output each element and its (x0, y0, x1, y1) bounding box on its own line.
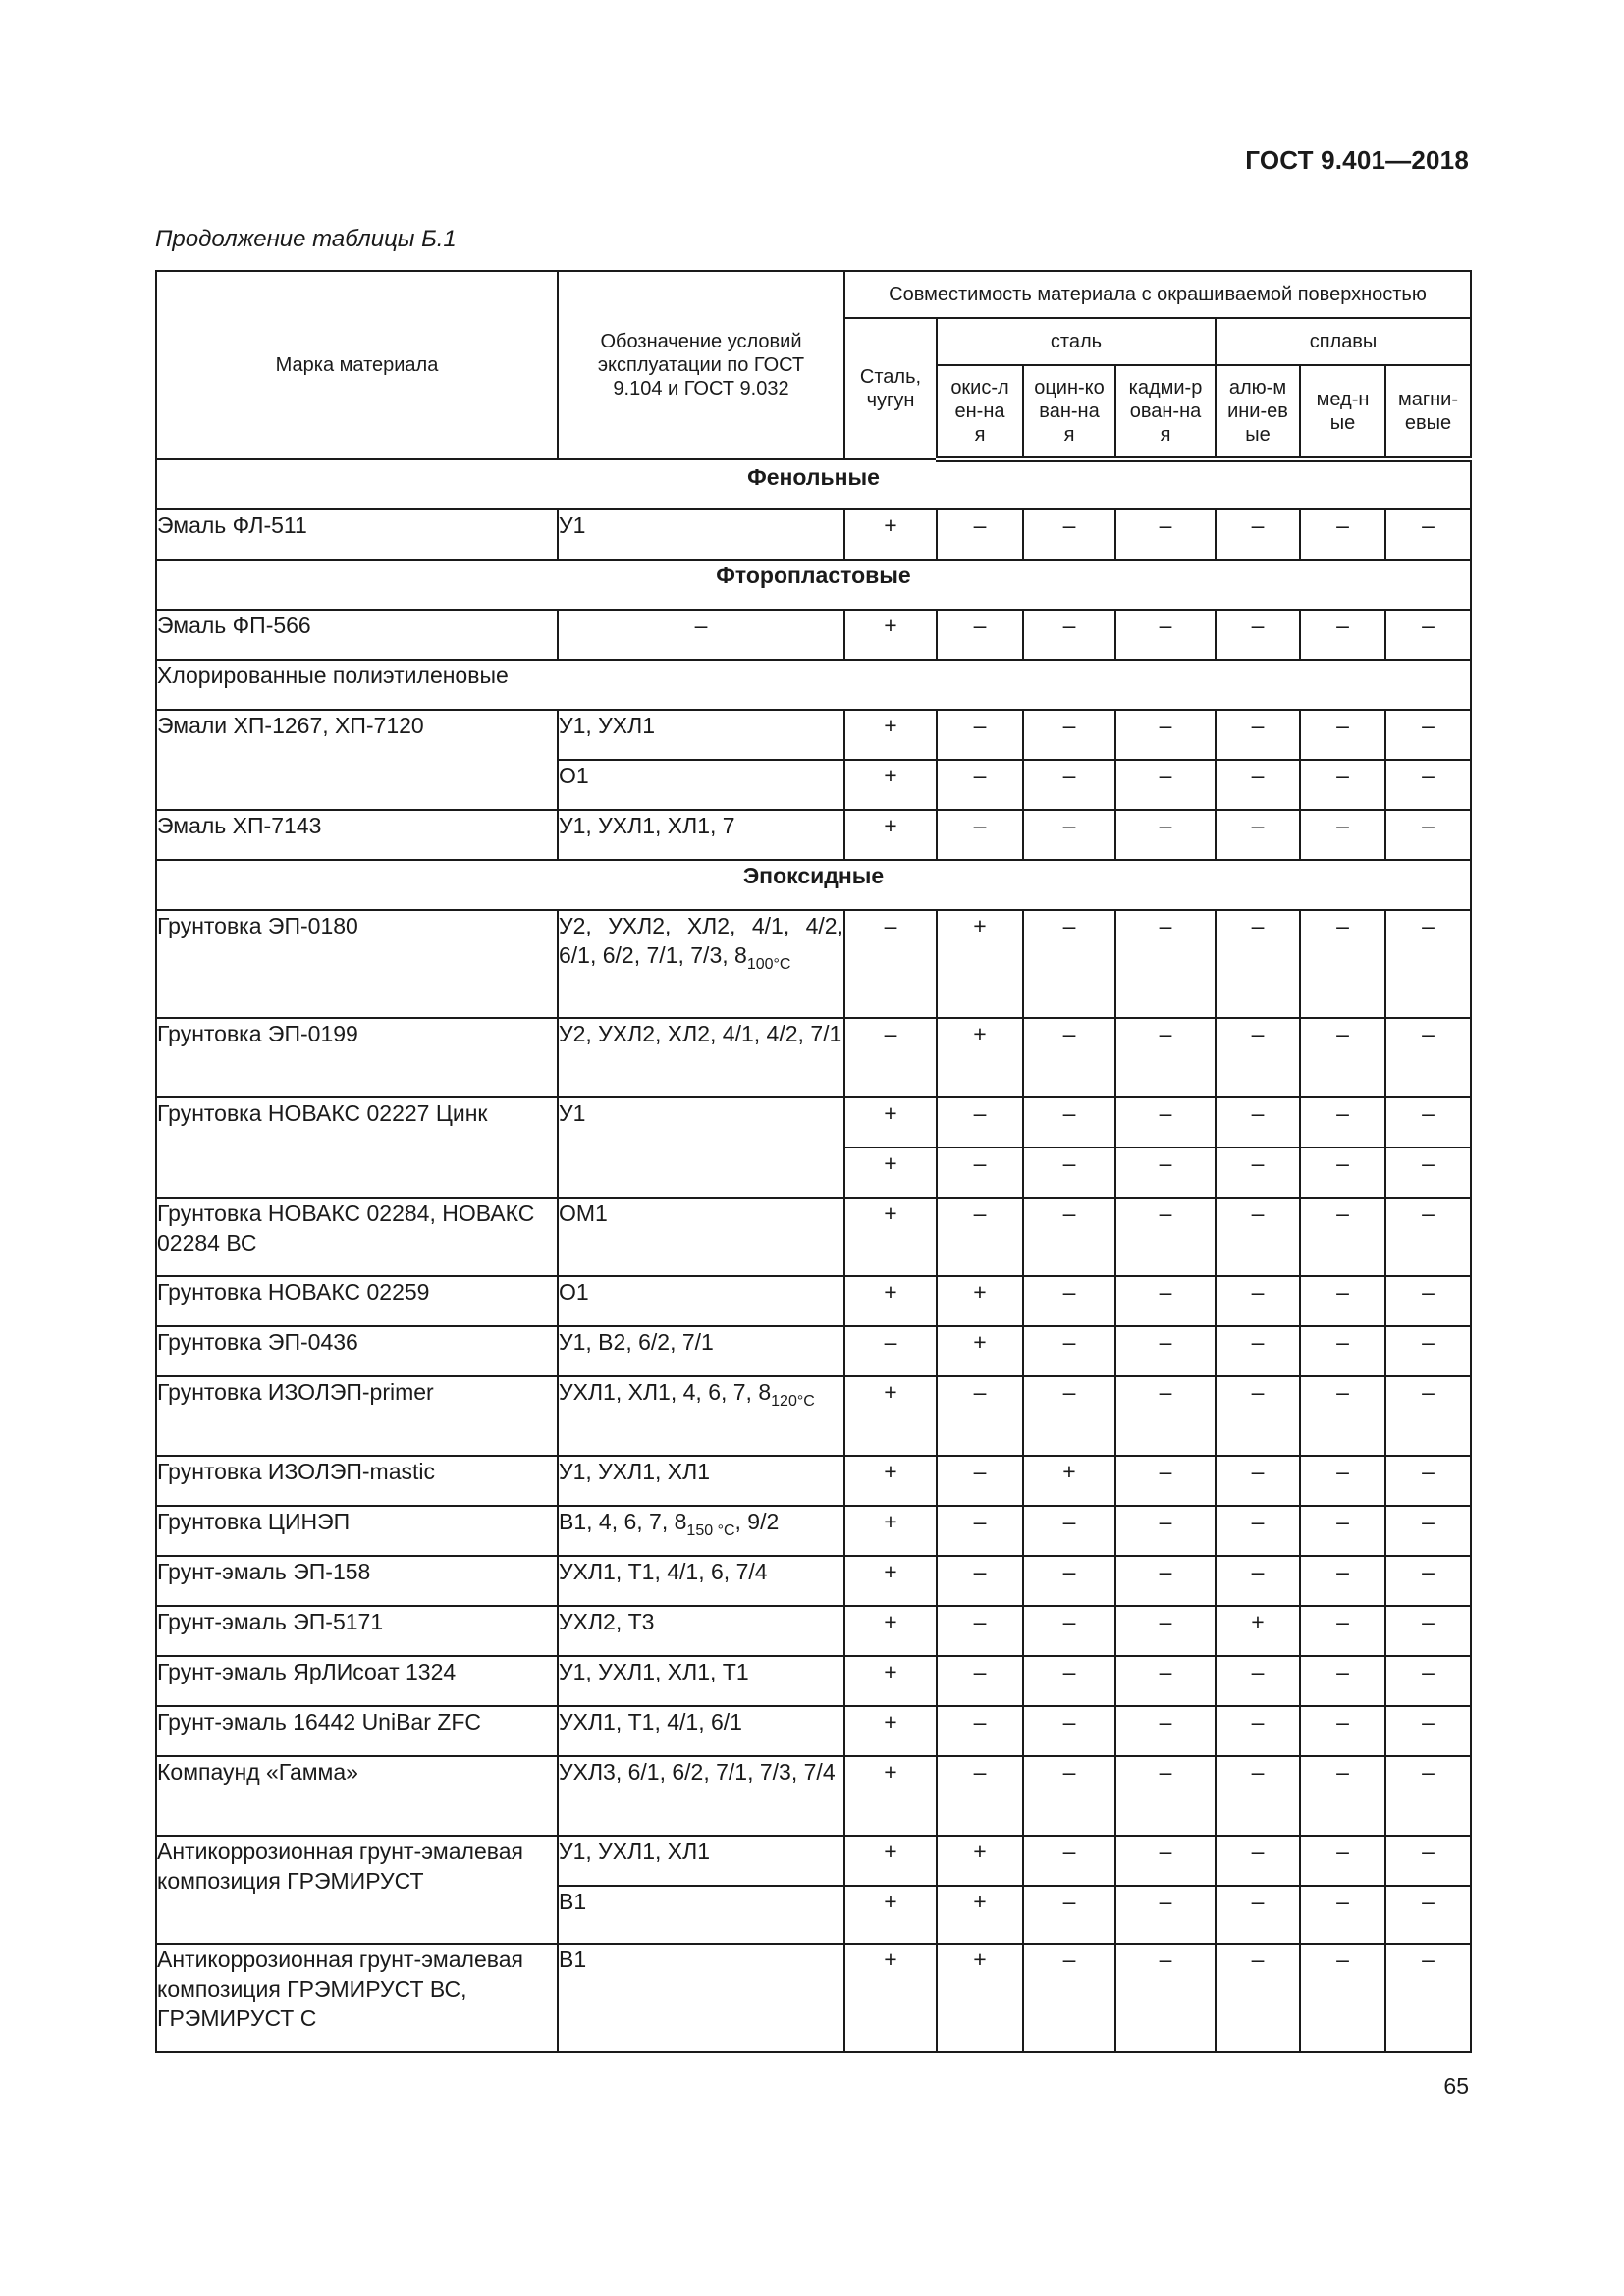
value-cell: – (1385, 1506, 1471, 1556)
condition-subscript: 100°С (746, 956, 791, 973)
value-cell: – (1023, 1276, 1115, 1326)
value-cell: – (1385, 1836, 1471, 1886)
condition-text: УХЛ1, ХЛ1, 4, 6, 7, 8 (559, 1379, 772, 1405)
condition-cell: У1, УХЛ1, ХЛ1 (558, 1836, 844, 1886)
value-cell: + (844, 710, 937, 760)
header-conditions: Обозначение условий эксплуатации по ГОСТ 9.104 и ГОСТ 9.032 (558, 271, 844, 459)
value-cell: + (844, 509, 937, 560)
value-cell: – (1300, 1148, 1385, 1198)
header-compatibility: Совместимость материала с окрашиваемой поверхностью (844, 271, 1471, 318)
value-cell: – (844, 1018, 937, 1097)
value-cell: – (1216, 1886, 1300, 1944)
value-cell: – (1300, 1756, 1385, 1836)
table-row (156, 1276, 1471, 1326)
header-steel-cast-iron: Сталь, чугун (844, 318, 937, 459)
condition-cell (558, 1376, 844, 1456)
value-cell: – (1385, 1756, 1471, 1836)
section-phenolic: Фенольные (156, 459, 1471, 509)
value-cell: – (1216, 1944, 1300, 2052)
value-cell: – (1115, 1944, 1216, 2052)
value-cell: + (844, 1656, 937, 1706)
header-cadmium-label: кадми-рован-ная (1128, 377, 1203, 446)
value-cell: – (1216, 710, 1300, 760)
header-alloys-group: сплавы (1216, 318, 1471, 365)
condition-cell: У1, УХЛ1, ХЛ1, 7 (558, 810, 844, 860)
value-cell: + (844, 1456, 937, 1506)
value-cell: – (1300, 509, 1385, 560)
value-cell: – (1385, 1276, 1471, 1326)
value-cell: – (844, 910, 937, 1018)
section-epoxy: Эпоксидные (156, 860, 1471, 910)
condition-cell: УХЛ2, Т3 (558, 1606, 844, 1656)
value-cell: – (1216, 1656, 1300, 1706)
value-cell: – (1115, 1018, 1216, 1097)
value-cell: – (1115, 1376, 1216, 1456)
value-cell: + (937, 1944, 1023, 2052)
header-cadmium (1115, 365, 1216, 459)
value-cell: – (1385, 1656, 1471, 1706)
value-cell: – (937, 810, 1023, 860)
condition-cell: УХЛ1, Т1, 4/1, 6, 7/4 (558, 1556, 844, 1606)
table-row (156, 1556, 1471, 1606)
value-cell: – (1115, 1506, 1216, 1556)
condition-cell: ОМ1 (558, 1198, 844, 1276)
value-cell: – (1385, 1376, 1471, 1456)
value-cell: – (1023, 1326, 1115, 1376)
value-cell: – (1216, 1198, 1300, 1276)
table-row (156, 1756, 1471, 1836)
value-cell: – (1300, 1276, 1385, 1326)
value-cell: – (1385, 1018, 1471, 1097)
value-cell: + (844, 1706, 937, 1756)
value-cell: – (1216, 760, 1300, 810)
material-cell: Эмаль ФП-566 (156, 610, 558, 660)
header-steel-group: сталь (937, 318, 1216, 365)
material-cell: Грунт-эмаль 16442 UniBar ZFC (156, 1706, 558, 1756)
value-cell: – (1385, 1886, 1471, 1944)
header-magnesium-label: магни-евые (1397, 389, 1459, 434)
material-cell: Грунтовка НОВАКС 02227 Цинк (156, 1097, 558, 1198)
value-cell: – (937, 1198, 1023, 1276)
condition-cell: В1 (558, 1944, 844, 2052)
condition-cell (558, 910, 844, 1018)
material-cell: Грунт-эмаль ЭП-5171 (156, 1606, 558, 1656)
value-cell: – (1216, 610, 1300, 660)
condition-text: В1, 4, 6, 7, 8 (559, 1509, 687, 1534)
value-cell: – (1300, 1198, 1385, 1276)
value-cell: – (1023, 710, 1115, 760)
value-cell: + (844, 610, 937, 660)
material-cell: Антикоррозионная грунт-эмалевая композиция ГРЭМИРУСТ ВС, ГРЭМИРУСТ С (156, 1944, 558, 2052)
value-cell: – (937, 1656, 1023, 1706)
value-cell: – (1300, 1706, 1385, 1756)
value-cell: – (1023, 760, 1115, 810)
condition-text: У2, УХЛ2, ХЛ2, 4/1, 4/2, 6/1, 6/2, 7/1, 7/3, 8 (559, 913, 843, 968)
value-cell: – (1023, 1756, 1115, 1836)
value-cell: – (1115, 1097, 1216, 1148)
table-row (156, 1326, 1471, 1376)
value-cell: – (1115, 910, 1216, 1018)
condition-cell: УХЛ3, 6/1, 6/2, 7/1, 7/3, 7/4 (558, 1756, 844, 1836)
material-cell: Грунтовка ЭП-0436 (156, 1326, 558, 1376)
value-cell: – (1115, 1198, 1216, 1276)
header-galvanized (1023, 365, 1115, 459)
value-cell: – (1385, 1326, 1471, 1376)
value-cell: + (937, 1836, 1023, 1886)
value-cell: + (844, 1148, 937, 1198)
value-cell: – (1023, 1836, 1115, 1886)
value-cell: – (1115, 1326, 1216, 1376)
value-cell: – (1115, 610, 1216, 660)
condition-cell: В1 (558, 1886, 844, 1944)
value-cell: – (937, 1606, 1023, 1656)
condition-cell: У1, В2, 6/2, 7/1 (558, 1326, 844, 1376)
header-copper (1300, 365, 1385, 459)
value-cell: – (1300, 1097, 1385, 1148)
value-cell: – (1216, 1506, 1300, 1556)
value-cell: – (1216, 1097, 1300, 1148)
table-row (156, 1198, 1471, 1276)
table-body (156, 459, 1471, 2052)
material-cell: Грунт-эмаль ЯрЛИсоат 1324 (156, 1656, 558, 1706)
value-cell: – (1023, 1506, 1115, 1556)
value-cell: – (1023, 810, 1115, 860)
value-cell: – (937, 1556, 1023, 1606)
value-cell: – (1115, 1556, 1216, 1606)
table-header (156, 271, 1471, 459)
value-cell: – (1023, 1148, 1115, 1198)
condition-cell (558, 1506, 844, 1556)
value-cell: – (1216, 1556, 1300, 1606)
value-cell: – (1385, 1944, 1471, 2052)
table-row (156, 1944, 1471, 2052)
value-cell: – (1216, 1456, 1300, 1506)
value-cell: – (1023, 1097, 1115, 1148)
value-cell: – (1115, 710, 1216, 760)
value-cell: – (1300, 1944, 1385, 2052)
compatibility-table (155, 270, 1472, 2053)
condition-text-after: , 9/2 (734, 1509, 780, 1534)
condition-cell: У1 (558, 509, 844, 560)
value-cell: – (1385, 1198, 1471, 1276)
value-cell: – (937, 760, 1023, 810)
header-material: Марка материала (156, 271, 558, 459)
value-cell: – (1115, 810, 1216, 860)
value-cell: – (1300, 1886, 1385, 1944)
table-caption: Продолжение таблицы Б.1 (155, 226, 457, 252)
value-cell: – (1216, 1756, 1300, 1836)
value-cell: – (1385, 1606, 1471, 1656)
header-oxidized (937, 365, 1023, 459)
value-cell: – (1300, 1376, 1385, 1456)
value-cell: – (1216, 1276, 1300, 1326)
material-cell: Эмаль ФЛ-511 (156, 509, 558, 560)
material-cell: Грунтовка ИЗОЛЭП-mastic (156, 1456, 558, 1506)
table-row (156, 1376, 1471, 1456)
value-cell: + (844, 760, 937, 810)
section-fluoroplastic: Фторопластовые (156, 560, 1471, 610)
material-cell: Грунтовка НОВАКС 02259 (156, 1276, 558, 1326)
value-cell: – (1216, 810, 1300, 860)
value-cell: – (1216, 1148, 1300, 1198)
value-cell: – (1300, 1656, 1385, 1706)
value-cell: + (1023, 1456, 1115, 1506)
material-cell: Грунтовка ЭП-0199 (156, 1018, 558, 1097)
value-cell: – (1385, 1097, 1471, 1148)
condition-cell: У1 (558, 1097, 844, 1198)
value-cell: – (937, 509, 1023, 560)
value-cell: + (844, 1556, 937, 1606)
value-cell: + (937, 1276, 1023, 1326)
value-cell: + (844, 1606, 937, 1656)
value-cell: – (937, 1097, 1023, 1148)
table-row (156, 710, 1471, 760)
page-number: 65 (1443, 2073, 1469, 2099)
value-cell: – (1023, 1018, 1115, 1097)
condition-cell: О1 (558, 760, 844, 810)
table-row (156, 1097, 1471, 1148)
value-cell: – (1115, 1836, 1216, 1886)
value-cell: – (1023, 1606, 1115, 1656)
value-cell: – (1300, 760, 1385, 810)
value-cell: – (1385, 1148, 1471, 1198)
value-cell: – (937, 610, 1023, 660)
header-galvanized-label: оцин-кован-ная (1034, 377, 1105, 446)
table-row (156, 1706, 1471, 1756)
material-cell: Грунтовка НОВАКС 02284, НОВАКС 02284 ВС (156, 1198, 558, 1276)
value-cell: – (1300, 710, 1385, 760)
value-cell: – (1023, 1556, 1115, 1606)
value-cell: – (1216, 1326, 1300, 1376)
section-chlorinated: Хлорированные полиэтиленовые (156, 660, 1471, 710)
table-row (156, 1606, 1471, 1656)
value-cell: – (1300, 1326, 1385, 1376)
material-cell: Эмаль ХП-7143 (156, 810, 558, 860)
table-row (156, 810, 1471, 860)
value-cell: – (937, 1148, 1023, 1198)
value-cell: – (1385, 1706, 1471, 1756)
value-cell: – (937, 1706, 1023, 1756)
value-cell: + (937, 1326, 1023, 1376)
value-cell: – (1300, 1018, 1385, 1097)
value-cell: – (1115, 1756, 1216, 1836)
material-cell: Грунтовка ЦИНЭП (156, 1506, 558, 1556)
condition-cell: О1 (558, 1276, 844, 1326)
value-cell: – (1300, 910, 1385, 1018)
value-cell: – (1300, 810, 1385, 860)
header-aluminum (1216, 365, 1300, 459)
value-cell: – (1216, 910, 1300, 1018)
value-cell: – (937, 710, 1023, 760)
condition-subscript: 150 °С (686, 1522, 735, 1539)
value-cell: – (1115, 1148, 1216, 1198)
value-cell: – (1216, 1376, 1300, 1456)
document-code: ГОСТ 9.401—2018 (1245, 145, 1469, 175)
table-row (156, 1656, 1471, 1706)
value-cell: – (1023, 1706, 1115, 1756)
value-cell: + (844, 1886, 937, 1944)
value-cell: – (937, 1376, 1023, 1456)
value-cell: + (1216, 1606, 1300, 1656)
table-row (156, 1018, 1471, 1097)
value-cell: – (1115, 760, 1216, 810)
value-cell: – (1023, 910, 1115, 1018)
header-magnesium (1385, 365, 1471, 459)
table-row (156, 910, 1471, 1018)
value-cell: – (1023, 610, 1115, 660)
table-row (156, 1456, 1471, 1506)
value-cell: – (1385, 910, 1471, 1018)
value-cell: + (844, 1198, 937, 1276)
value-cell: – (937, 1456, 1023, 1506)
value-cell: – (1300, 1556, 1385, 1606)
value-cell: – (1216, 1018, 1300, 1097)
header-copper-label: мед-ные (1316, 389, 1370, 434)
value-cell: – (1023, 509, 1115, 560)
table-row (156, 1836, 1471, 1886)
material-cell: Эмали ХП-1267, ХП-7120 (156, 710, 558, 810)
value-cell: – (1385, 1456, 1471, 1506)
value-cell: – (1216, 509, 1300, 560)
value-cell: – (1023, 1886, 1115, 1944)
material-cell: Антикоррозионная грунт-эмалевая композиция ГРЭМИРУСТ (156, 1836, 558, 1944)
value-cell: + (844, 1506, 937, 1556)
value-cell: – (1216, 1836, 1300, 1886)
material-cell: Компаунд «Гамма» (156, 1756, 558, 1836)
table-row (156, 1506, 1471, 1556)
table-row (156, 610, 1471, 660)
value-cell: – (1023, 1198, 1115, 1276)
value-cell: + (844, 1097, 937, 1148)
value-cell: – (1300, 1456, 1385, 1506)
condition-cell: – (558, 610, 844, 660)
condition-cell: У2, УХЛ2, ХЛ2, 4/1, 4/2, 7/1 (558, 1018, 844, 1097)
value-cell: – (1115, 1456, 1216, 1506)
value-cell: + (844, 1836, 937, 1886)
material-cell: Грунт-эмаль ЭП-158 (156, 1556, 558, 1606)
value-cell: – (1115, 1706, 1216, 1756)
value-cell: – (1385, 710, 1471, 760)
condition-cell: УХЛ1, Т1, 4/1, 6/1 (558, 1706, 844, 1756)
value-cell: – (1115, 1606, 1216, 1656)
value-cell: + (844, 1756, 937, 1836)
value-cell: – (937, 1506, 1023, 1556)
value-cell: – (1115, 1886, 1216, 1944)
value-cell: – (1023, 1656, 1115, 1706)
value-cell: – (1385, 810, 1471, 860)
value-cell: – (1115, 1656, 1216, 1706)
value-cell: + (844, 1944, 937, 2052)
value-cell: – (937, 1756, 1023, 1836)
value-cell: – (1300, 610, 1385, 660)
table-row (156, 509, 1471, 560)
value-cell: + (937, 910, 1023, 1018)
value-cell: – (1300, 1606, 1385, 1656)
value-cell: – (1385, 610, 1471, 660)
condition-cell: У1, УХЛ1, ХЛ1 (558, 1456, 844, 1506)
value-cell: – (1385, 1556, 1471, 1606)
value-cell: – (1300, 1836, 1385, 1886)
value-cell: – (1115, 509, 1216, 560)
header-aluminum-label: алю-мини-евые (1227, 377, 1288, 446)
value-cell: + (937, 1018, 1023, 1097)
value-cell: – (1115, 1276, 1216, 1326)
value-cell: + (844, 1276, 937, 1326)
value-cell: – (844, 1326, 937, 1376)
value-cell: – (1385, 760, 1471, 810)
value-cell: – (1385, 509, 1471, 560)
material-cell: Грунтовка ИЗОЛЭП-primer (156, 1376, 558, 1456)
value-cell: – (1216, 1706, 1300, 1756)
value-cell: + (844, 1376, 937, 1456)
value-cell: – (1300, 1506, 1385, 1556)
header-oxidized-label: окис-лен-ная (950, 377, 1009, 446)
material-cell: Грунтовка ЭП-0180 (156, 910, 558, 1018)
value-cell: – (1023, 1944, 1115, 2052)
condition-subscript: 120°С (771, 1393, 815, 1410)
value-cell: + (937, 1886, 1023, 1944)
value-cell: + (844, 810, 937, 860)
condition-cell: У1, УХЛ1, ХЛ1, Т1 (558, 1656, 844, 1706)
value-cell: – (1023, 1376, 1115, 1456)
condition-cell: У1, УХЛ1 (558, 710, 844, 760)
